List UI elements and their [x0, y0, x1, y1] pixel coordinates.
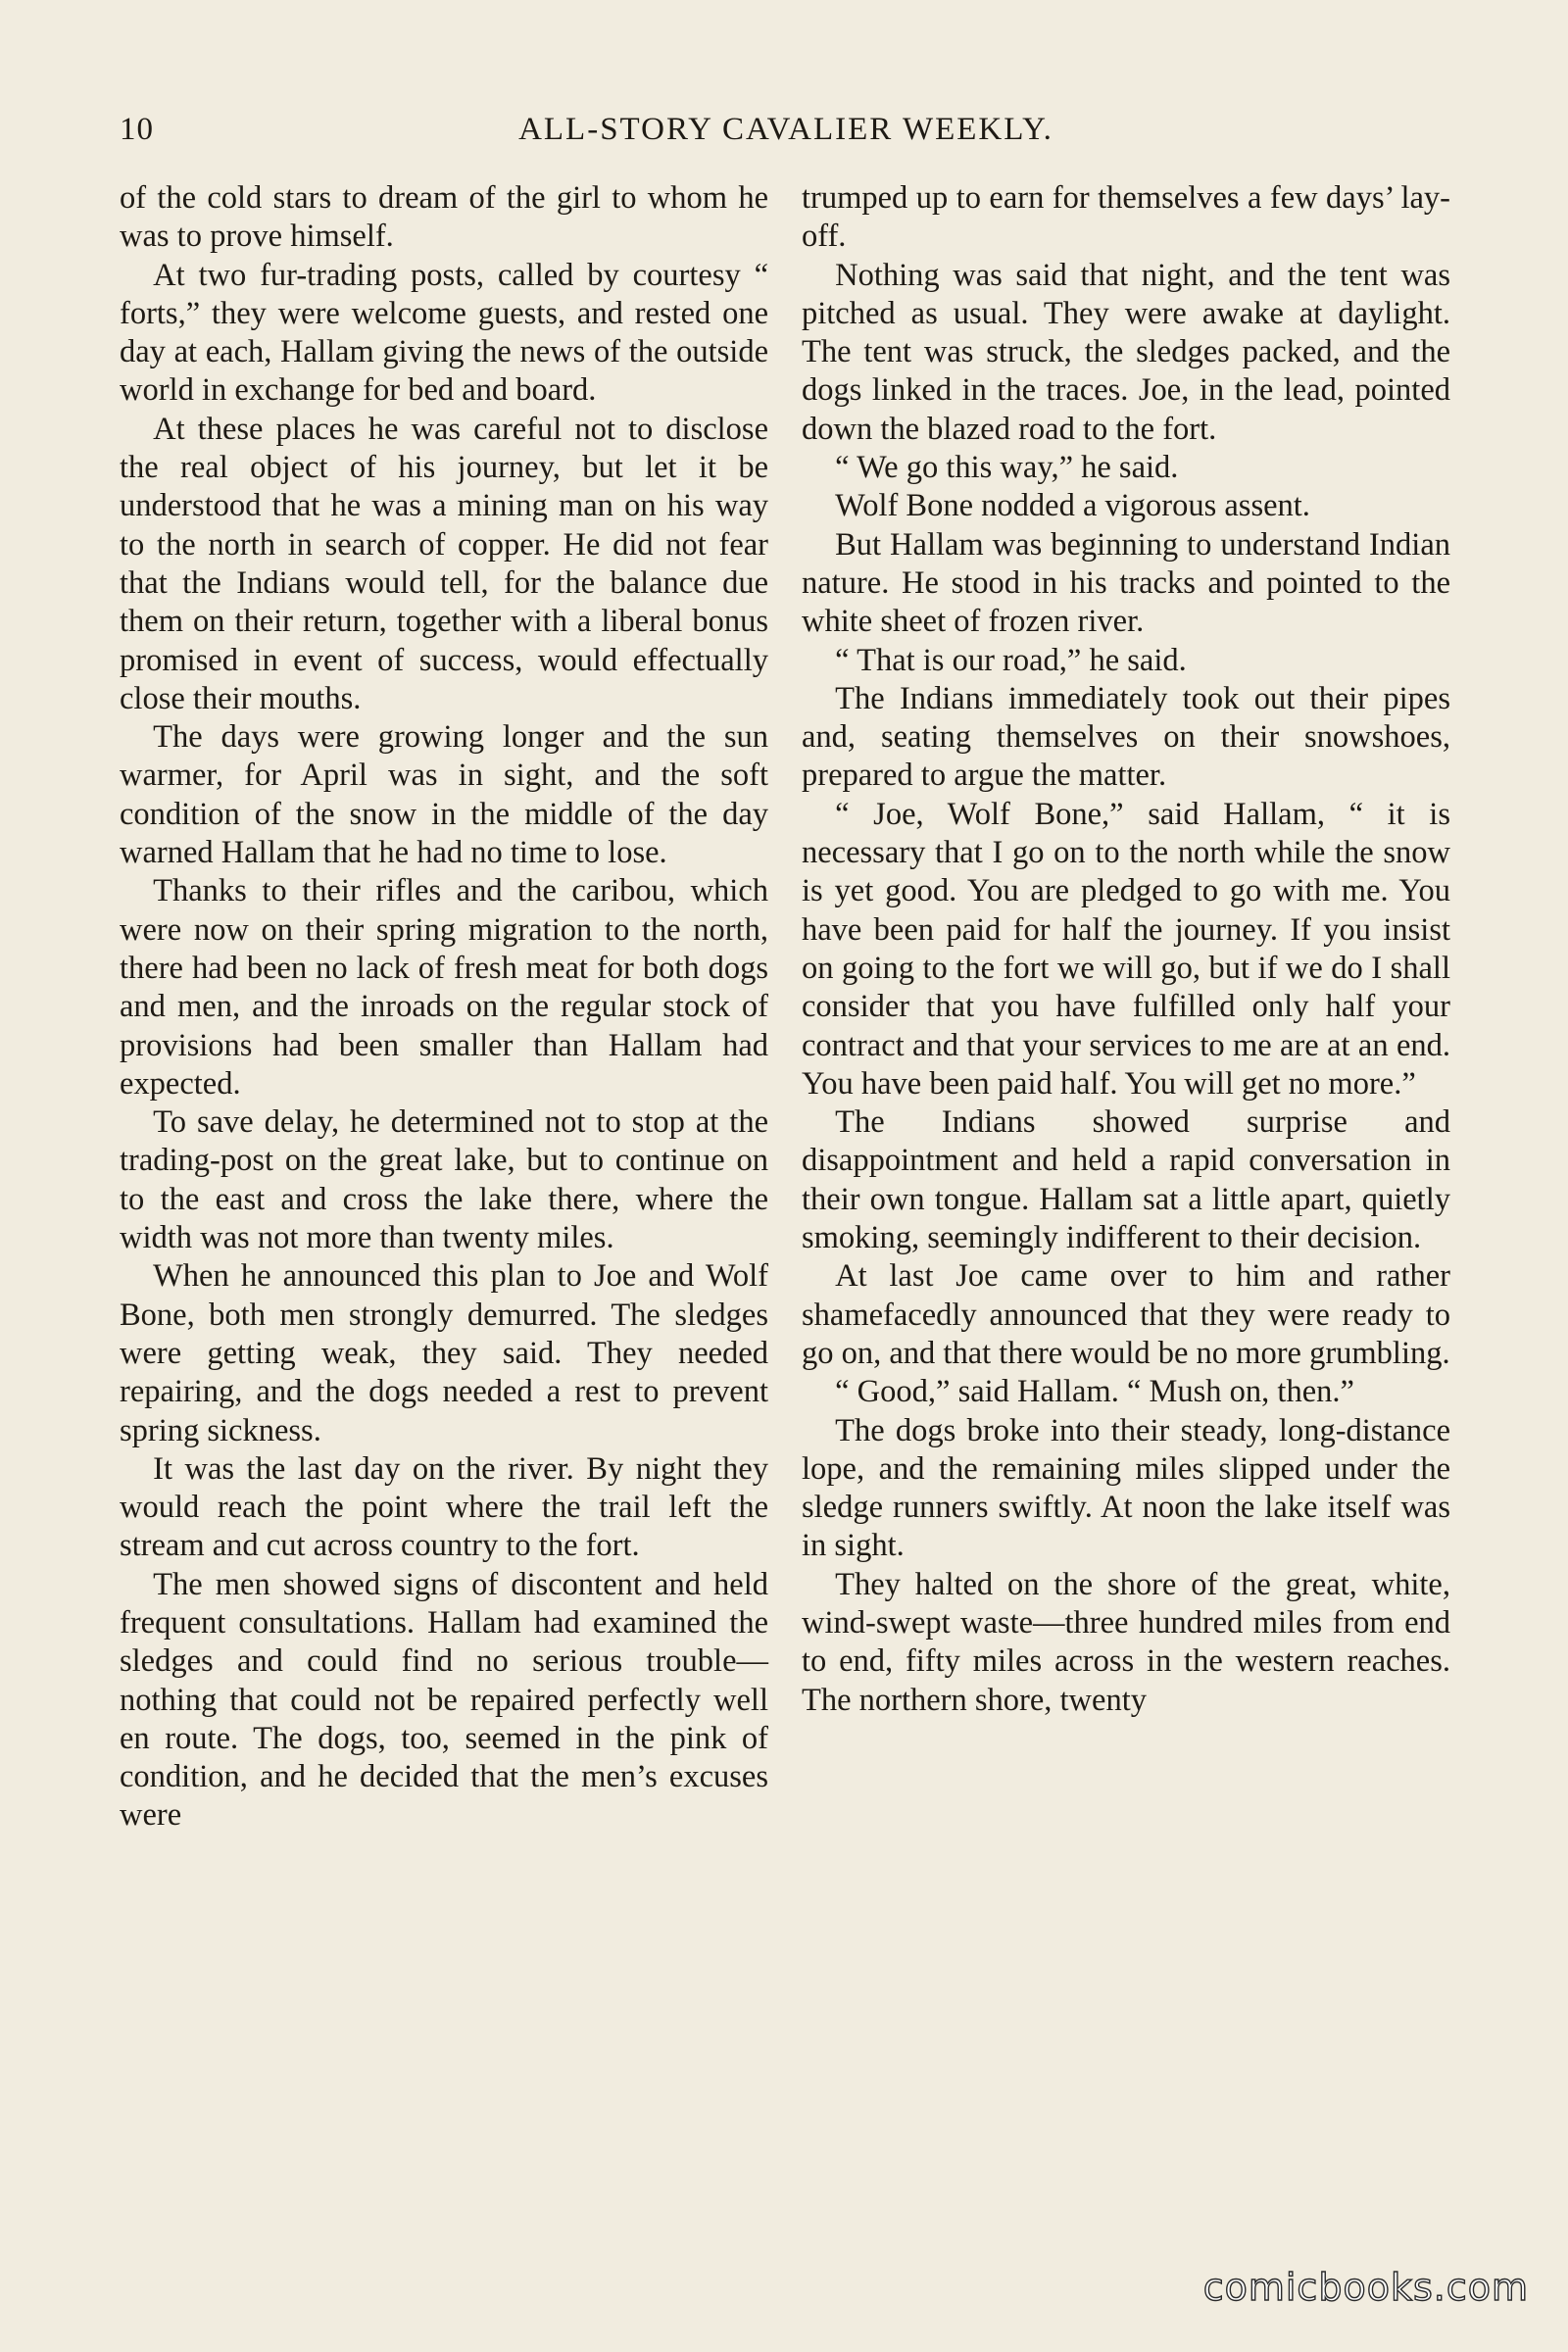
- right-column: [802, 179, 1450, 1720]
- paragraph: The days were growing longer and the sun warmer, for April was in sight, and the soft condition of the snow in the middle of the day warned Hallam that he had no time to lose.: [120, 719, 768, 871]
- paragraph: When he announced this plan to Joe and Wolf Bone, both men strongly demurred. The sledges were getting weak, they said. They needed repairing, and the dogs needed a rest to prevent spring sickness.: [120, 1258, 768, 1448]
- paragraph: At last Joe came over to him and rather shamefacedly announced that they were ready to go on, and that there would be no more grumbling.: [802, 1258, 1450, 1371]
- paragraph: Thanks to their rifles and the caribou, which were now on their spring migration to the north, there had been no lack of fresh meat for both dogs and men, and the inroads on the regular stock of provisions had been smaller than Hallam had expected.: [120, 873, 768, 1102]
- paragraph: Wolf Bone nodded a vigorous assent.: [835, 488, 1310, 524]
- paragraph: of the cold stars to dream of the girl to whom he was to prove himself.: [120, 180, 768, 255]
- paragraph: At these places he was careful not to disclose the real object of his journey, but let it be understood that he was a mining man on his way to the north in search of copper. He did not fear that the Indians would tell, for the balance due them on their return, together with a liberal bonus promised in event of success, would effectually close their mouths.: [120, 411, 768, 716]
- paragraph: “ Good,” said Hallam. “ Mush on, then.”: [835, 1374, 1354, 1410]
- paragraph: “ Joe, Wolf Bone,” said Hallam, “ it is necessary that I go on to the north while the snow is yet good. You are pledged to go with me. You have been paid for half the journey. If you insist on going to the fort we will go, but if we do I shall consider that you have fulfilled only half your contract and that your services to me are at an end. You have been paid half. You will get no more.”: [802, 796, 1450, 1102]
- paragraph: Nothing was said that night, and the tent was pitched as usual. They were awake at daylight. The tent was struck, the sledges packed, and the dogs linked in the traces. Joe, in the lead, pointed down the blazed road to the fort.: [802, 257, 1450, 447]
- paragraph: To save delay, he determined not to stop at the trading-post on the great lake, but to continue on to the east and cross the lake there, where the width was not more than twenty miles.: [120, 1104, 768, 1256]
- paragraph: The Indians immediately took out their pipes and, seating themselves on their snowshoes, prepared to argue the matter.: [802, 680, 1450, 794]
- left-column: [120, 179, 768, 1836]
- paragraph: “ That is our road,” he said.: [835, 642, 1187, 678]
- paragraph: It was the last day on the river. By night they would reach the point where the trail left the stream and cut across country to the fort.: [120, 1450, 768, 1564]
- page-number: 10: [120, 112, 154, 147]
- paragraph: They halted on the shore of the great, white, wind-swept waste—three hundred miles from end to end, fifty miles across in the western reaches. The northern shore, twenty: [802, 1566, 1450, 1718]
- paragraph: “ We go this way,” he said.: [835, 450, 1179, 486]
- watermark-logo: comicbooks.com: [1202, 2266, 1529, 2309]
- paragraph: The dogs broke into their steady, long-distance lope, and the remaining miles slipped under the sledge runners swiftly. At noon the lake itself was in sight.: [802, 1412, 1450, 1564]
- page-header: [120, 106, 1452, 165]
- paragraph: trumped up to earn for themselves a few days’ lay-off.: [802, 180, 1450, 255]
- paragraph: The Indians showed surprise and disappointment and held a rapid conversation in their own tongue. Hallam sat a little apart, quietly smoking, seemingly indifferent to their decision.: [802, 1104, 1450, 1256]
- paragraph: At two fur-trading posts, called by courtesy “ forts,” they were welcome guests, and rested one day at each, Hallam giving the news of the outside world in exchange for bed and board.: [120, 257, 768, 409]
- running-title: ALL-STORY CAVALIER WEEKLY.: [518, 112, 1054, 147]
- paragraph: The men showed signs of discontent and held frequent consultations. Hallam had examined the sledges and could find no serious trouble—nothing that could not be repaired perfectly well en route. The dogs, too, seemed in the pink of condition, and he decided that the men’s excuses were: [120, 1566, 768, 1834]
- paragraph: But Hallam was beginning to understand Indian nature. He stood in his tracks and pointed to the white sheet of frozen river.: [802, 526, 1450, 640]
